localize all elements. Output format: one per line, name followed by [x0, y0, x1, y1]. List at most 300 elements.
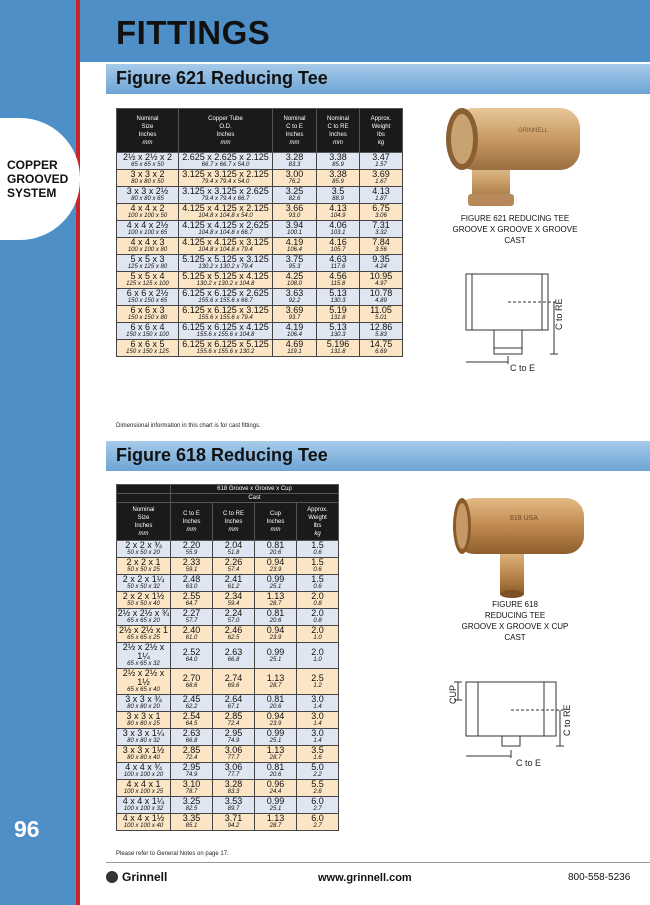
- table-cell: [213, 643, 255, 669]
- column-header-line: C to E: [183, 510, 200, 517]
- cell-inches: 3.125 x 3.125 x 2.125: [182, 169, 269, 179]
- page-number: 96: [14, 816, 40, 842]
- column-header-line: Nominal: [132, 506, 155, 513]
- cell-inches: 3.25: [285, 186, 304, 196]
- cell-inches: 0.81: [266, 608, 285, 618]
- cell-metric: 57.0: [227, 618, 240, 624]
- cell-inches: 3.38: [329, 152, 347, 162]
- table-cell: [255, 626, 297, 643]
- table-note-621: Dimensional information in this chart is for cast fittings.: [116, 423, 261, 429]
- cell-metric: 1.4: [313, 738, 322, 744]
- table-cell: [171, 797, 213, 814]
- column-header-line: mm: [333, 139, 343, 146]
- column-header-line: lbs: [313, 522, 322, 529]
- section-title-621: Figure 621 Reducing Tee: [116, 68, 328, 88]
- table-cell: [117, 187, 179, 204]
- table-row: [117, 729, 339, 746]
- page-title: FITTINGS: [116, 14, 271, 51]
- cell-inches: 3.35: [182, 813, 201, 823]
- cell-metric: 150 x 150 x 100: [126, 332, 169, 338]
- brand-logo: Grinnell: [122, 870, 168, 884]
- cell-inches: 0.99: [266, 646, 285, 657]
- caption-line: CAST: [504, 633, 526, 642]
- table-row: [117, 558, 339, 575]
- table-note-618: Please refer to General Notes on page 17.: [116, 851, 229, 857]
- table-row: [117, 323, 403, 340]
- cell-inches: 6.125 x 6.125 x 2.625: [182, 288, 269, 298]
- cell-inches: 5.125 x 5.125 x 3.125: [182, 254, 269, 264]
- caption-618: [440, 599, 590, 643]
- cell-metric: 50 x 50 x 32: [127, 584, 160, 590]
- table-cell: [117, 695, 171, 712]
- cell-metric: 95.3: [288, 264, 301, 270]
- table-cell: [360, 204, 403, 221]
- table-cell: [213, 541, 255, 558]
- cell-inches: 2.0: [311, 625, 324, 635]
- cell-inches: 3.75: [285, 254, 304, 264]
- table-cell: [117, 541, 171, 558]
- table-row: [117, 797, 339, 814]
- cell-metric: 4.97: [375, 281, 387, 287]
- cell-inches: 3.25: [182, 796, 201, 806]
- cell-inches: 0.94: [266, 625, 285, 635]
- cell-inches: 2 x 2 x 1: [126, 557, 161, 567]
- table-cell: [171, 763, 213, 780]
- cell-metric: 62.2: [185, 704, 198, 710]
- table-cell: [317, 170, 360, 187]
- cell-metric: 3.56: [375, 247, 387, 253]
- cell-inches: 3.71: [224, 813, 243, 823]
- cell-metric: 104.8 x 104.8 x 66.7: [198, 230, 253, 236]
- system-tab-label: [7, 158, 68, 200]
- table-cell: [360, 170, 403, 187]
- cell-inches: 4.69: [285, 339, 304, 349]
- red-accent-line: [76, 0, 80, 905]
- cell-inches: 4.16: [329, 237, 347, 247]
- cell-inches: 0.96: [266, 779, 285, 789]
- table-cell: [255, 541, 297, 558]
- cell-metric: 23.9: [269, 567, 282, 573]
- table-cell: [255, 695, 297, 712]
- table-cell: [213, 558, 255, 575]
- cell-inches: 2.0: [311, 608, 324, 618]
- table-cell: [117, 306, 179, 323]
- column-header-line: mm: [138, 530, 149, 537]
- table-cell: [297, 712, 339, 729]
- column-header-line: Inches: [285, 131, 304, 138]
- cell-metric: 100 x 100 x 25: [123, 789, 164, 795]
- cell-metric: 1.4: [313, 704, 322, 710]
- cell-metric: 106.4: [286, 332, 302, 338]
- cell-metric: 25.1: [269, 656, 282, 663]
- table-cell: [117, 763, 171, 780]
- cell-metric: 130.2 x 130.2 x 104.8: [196, 281, 255, 287]
- cell-metric: 74.9: [227, 738, 240, 744]
- table-cell: [317, 340, 360, 357]
- column-header-line: Size: [137, 514, 150, 521]
- table-cell: [273, 255, 317, 272]
- column-header-line: Nominal: [326, 115, 349, 122]
- table-618: [116, 484, 339, 831]
- cell-metric: 57.7: [185, 618, 198, 624]
- table-cell: [317, 306, 360, 323]
- table-cell: [255, 763, 297, 780]
- table-cell: [213, 575, 255, 592]
- website-link[interactable]: www.grinnell.com: [318, 872, 412, 884]
- cell-metric: 82.6: [288, 196, 301, 202]
- cell-inches: 2.48: [182, 574, 201, 584]
- column-header-line: Inches: [329, 131, 347, 138]
- dim-cup-618: CUP: [448, 684, 458, 704]
- table-cell: [117, 153, 179, 170]
- table-row: [117, 746, 339, 763]
- cell-metric: 2.2: [313, 772, 322, 778]
- table-row: [117, 187, 403, 204]
- cell-inches: 3.28: [285, 152, 304, 162]
- cell-inches: 4 x 4 x 1¼: [122, 796, 165, 806]
- table-cell: [117, 729, 171, 746]
- cell-metric: 66.7 x 66.7 x 54.0: [201, 162, 250, 168]
- cell-metric: 78.7: [185, 789, 198, 795]
- table-row: [117, 153, 403, 170]
- cell-metric: 94.2: [227, 823, 240, 829]
- cell-metric: 100 x 100 x 65: [127, 230, 168, 236]
- table-cell: [171, 626, 213, 643]
- cell-inches: 5.13: [329, 322, 347, 332]
- cell-metric: 85.9: [332, 162, 344, 168]
- cell-metric: 20.6: [269, 550, 282, 556]
- table-row: [117, 340, 403, 357]
- sub-header: Cast: [171, 494, 339, 503]
- column-header: [273, 109, 317, 153]
- cell-inches: 2.46: [224, 625, 243, 635]
- cell-metric: 64.7: [185, 601, 198, 607]
- cell-metric: 150 x 150 x 65: [127, 298, 168, 304]
- table-row: [117, 592, 339, 609]
- table-cell: [171, 695, 213, 712]
- table-cell: [317, 289, 360, 306]
- cell-inches: 6.0: [311, 813, 324, 823]
- table-sub-header-row: [117, 494, 339, 503]
- cell-metric: 61.0: [185, 635, 198, 641]
- cell-inches: 5 x 5 x 4: [130, 271, 165, 281]
- tee-618-drawing: [446, 670, 586, 775]
- cell-metric: 77.7: [227, 772, 240, 778]
- table-row: [117, 780, 339, 797]
- table-cell: [255, 712, 297, 729]
- table-cell: [179, 221, 273, 238]
- table-row: [117, 814, 339, 831]
- column-header-line: O.D.: [219, 123, 232, 130]
- cell-inches: 4 x 4 x 3: [130, 237, 165, 247]
- table-row: [117, 306, 403, 323]
- table-cell: [297, 763, 339, 780]
- cell-inches: 2.26: [224, 557, 243, 567]
- cell-metric: 72.4: [185, 755, 198, 761]
- table-cell: [255, 575, 297, 592]
- table-cell: [117, 170, 179, 187]
- cell-metric: 100 x 100 x 40: [123, 823, 164, 829]
- table-cell: [317, 187, 360, 204]
- cell-inches: 5.125 x 5.125 x 4.125: [182, 271, 269, 281]
- cell-inches: 6 x 6 x 2½: [126, 288, 169, 298]
- cell-metric: 28.7: [269, 682, 282, 689]
- cell-metric: 155.6 x 155.6 x 66.7: [198, 298, 253, 304]
- table-cell: [171, 814, 213, 831]
- cell-metric: 80 x 80 x 40: [127, 755, 160, 761]
- table-cell: [273, 238, 317, 255]
- cell-metric: 85.9: [332, 179, 344, 185]
- cell-inches: 4.19: [285, 237, 304, 247]
- cell-metric: 5.01: [375, 315, 387, 321]
- table-cell: [360, 238, 403, 255]
- cell-metric: 83.3: [227, 789, 240, 795]
- cell-metric: 80 x 80 x 20: [127, 704, 160, 710]
- cell-inches: 2.74: [224, 672, 243, 683]
- cell-inches: 2 x 2 x 1½: [122, 591, 165, 601]
- table-cell: [317, 238, 360, 255]
- table-row: [117, 170, 403, 187]
- table-cell: [273, 289, 317, 306]
- table-row: [117, 712, 339, 729]
- cell-metric: 1.67: [375, 179, 387, 185]
- cell-metric: 85.1: [185, 823, 198, 829]
- cell-inches: 2.27: [182, 608, 201, 618]
- cell-inches: 2.34: [224, 591, 243, 601]
- table-cell: [360, 255, 403, 272]
- column-header-line: Approx.: [307, 506, 328, 513]
- caption-line: GROOVE X GROOVE X CUP: [461, 622, 569, 631]
- cell-metric: 1.0: [313, 656, 322, 663]
- section-header-621: [106, 64, 650, 94]
- table-cell: [297, 592, 339, 609]
- tab-line: GROOVED: [7, 172, 69, 186]
- table-cell: [213, 712, 255, 729]
- cell-inches: 2½ x 2½ x ¾: [117, 608, 170, 618]
- table-cell: [117, 669, 171, 695]
- cell-inches: 2½ x 2½ x 1¼: [122, 642, 165, 661]
- table-cell: [317, 323, 360, 340]
- cell-metric: 108.0: [286, 281, 302, 287]
- cell-metric: 2.6: [313, 789, 322, 795]
- cell-inches: 4 x 4 x 2: [130, 203, 165, 213]
- table-cell: [171, 746, 213, 763]
- cell-metric: 0.8: [313, 618, 322, 624]
- table-cell: [213, 592, 255, 609]
- column-header-line: Approx.: [370, 115, 392, 122]
- table-cell: [171, 575, 213, 592]
- cell-inches: 6 x 6 x 4: [130, 322, 165, 332]
- cell-inches: 0.94: [266, 711, 285, 721]
- section-title-618: Figure 618 Reducing Tee: [116, 445, 328, 465]
- cell-inches: 4.63: [329, 254, 347, 264]
- table-cell: [179, 272, 273, 289]
- table-cell: [360, 289, 403, 306]
- cell-metric: 66.8: [227, 656, 240, 663]
- cell-metric: 0.8: [313, 601, 322, 607]
- cell-inches: 10.78: [369, 288, 393, 298]
- cell-metric: 100 x 100 x 32: [123, 806, 164, 812]
- cell-metric: 155.6 x 155.6 x 130.2: [196, 349, 255, 355]
- cell-inches: 2.95: [224, 728, 243, 738]
- table-cell: [297, 643, 339, 669]
- cell-inches: 2.41: [224, 574, 243, 584]
- table-row: [117, 609, 339, 626]
- cell-inches: 1.5: [311, 574, 324, 584]
- table-cell: [297, 541, 339, 558]
- table-cell: [179, 289, 273, 306]
- cell-metric: 25.1: [269, 806, 282, 812]
- table-cell: [179, 187, 273, 204]
- cell-inches: 5.13: [329, 288, 347, 298]
- tab-line: SYSTEM: [7, 186, 57, 200]
- column-header-line: mm: [186, 526, 197, 533]
- cell-inches: 4.13: [372, 186, 390, 196]
- column-header-line: mm: [220, 139, 231, 146]
- cell-metric: 93.7: [288, 315, 301, 321]
- column-header: [179, 109, 273, 153]
- cell-metric: 61.2: [227, 584, 240, 590]
- column-header-line: C to RE: [222, 510, 244, 517]
- column-header: [255, 503, 297, 541]
- table-row: [117, 541, 339, 558]
- cell-inches: 3.63: [285, 288, 304, 298]
- cell-inches: 4.125 x 4.125 x 2.125: [182, 203, 269, 213]
- cell-metric: 100 x 100 x 20: [123, 772, 164, 778]
- cell-metric: 100 x 100 x 80: [127, 247, 168, 253]
- column-header: [360, 109, 403, 153]
- cell-inches: 4 x 4 x ¾: [125, 762, 162, 772]
- table-row: [117, 272, 403, 289]
- cell-metric: 104.8 x 104.8 x 54.0: [198, 213, 253, 219]
- cell-metric: 80 x 80 x 50: [131, 179, 164, 185]
- table-row: [117, 695, 339, 712]
- table-row: [117, 669, 339, 695]
- cell-inches: 0.81: [266, 762, 285, 772]
- table-cell: [273, 221, 317, 238]
- table-cell: [255, 592, 297, 609]
- table-cell: [297, 558, 339, 575]
- cell-inches: 1.5: [311, 557, 324, 567]
- cell-inches: 0.99: [266, 574, 285, 584]
- table-header-row: [117, 503, 339, 541]
- cell-metric: 88.9: [332, 196, 344, 202]
- column-header: [213, 503, 255, 541]
- cell-inches: 2.0: [311, 591, 324, 601]
- table-cell: [273, 170, 317, 187]
- caption-line: CAST: [504, 236, 526, 245]
- cell-metric: 65 x 65 x 20: [127, 618, 160, 624]
- cell-inches: 1.13: [266, 591, 285, 601]
- cell-inches: 3.00: [285, 169, 304, 179]
- column-header-line: mm: [142, 139, 153, 146]
- cell-inches: 4 x 4 x 1½: [122, 813, 165, 823]
- table-cell: [171, 712, 213, 729]
- column-header-line: Copper Tube: [208, 115, 243, 122]
- table-cell: [273, 306, 317, 323]
- cell-inches: 6 x 6 x 5: [130, 339, 165, 349]
- cell-inches: 2.63: [182, 728, 201, 738]
- cell-metric: 24.4: [269, 789, 282, 795]
- table-cell: [317, 272, 360, 289]
- cell-inches: 3.53: [224, 796, 243, 806]
- cell-metric: 125 x 125 x 100: [126, 281, 169, 287]
- cell-metric: 51.8: [227, 550, 240, 556]
- cell-inches: 1.13: [266, 813, 285, 823]
- cell-metric: 20.6: [269, 704, 282, 710]
- table-cell: [255, 780, 297, 797]
- cell-metric: 130.3: [330, 332, 346, 338]
- table-cell: [171, 609, 213, 626]
- cell-inches: 2 x 2 x 1¼: [122, 574, 165, 584]
- table-row: [117, 255, 403, 272]
- table-cell: [117, 575, 171, 592]
- table-cell: [213, 780, 255, 797]
- cell-metric: 130.2 x 130.2 x 79.4: [198, 264, 253, 270]
- caption-line: REDUCING TEE: [484, 611, 546, 620]
- table-cell: [360, 272, 403, 289]
- column-header-line: Size: [141, 123, 154, 130]
- table-cell: [117, 797, 171, 814]
- table-cell: [360, 153, 403, 170]
- cell-metric: 100.1: [286, 230, 302, 236]
- table-cell: [179, 170, 273, 187]
- table-cell: [117, 289, 179, 306]
- cell-inches: 2.20: [182, 540, 201, 550]
- cell-inches: 2.33: [182, 557, 201, 567]
- cell-metric: 4.24: [375, 264, 387, 270]
- cell-inches: 0.81: [266, 694, 285, 704]
- column-header-line: Nominal: [136, 115, 159, 122]
- cell-metric: 100 x 100 x 50: [127, 213, 168, 219]
- cell-metric: 1.0: [313, 635, 322, 641]
- table-cell: [297, 695, 339, 712]
- cell-metric: 155.6 x 155.6 x 104.8: [196, 332, 255, 338]
- cell-metric: 4.89: [375, 298, 387, 304]
- cell-inches: 12.86: [369, 322, 393, 332]
- table-cell: [273, 153, 317, 170]
- cell-inches: 0.99: [266, 728, 285, 738]
- cell-inches: 2.54: [182, 711, 201, 721]
- tee-618-photo: [450, 490, 590, 602]
- table-row: [117, 238, 403, 255]
- tee-621-photo: [440, 102, 590, 212]
- table-cell: [360, 187, 403, 204]
- cell-inches: 14.75: [369, 339, 393, 349]
- cell-inches: 3 x 3 x ¾: [125, 694, 162, 704]
- cell-metric: 117.6: [330, 264, 346, 270]
- cell-inches: 3.69: [285, 305, 304, 315]
- table-cell: [297, 780, 339, 797]
- cell-metric: 105.7: [330, 247, 346, 253]
- cell-metric: 80 x 80 x 32: [127, 738, 160, 744]
- cell-inches: 4 x 4 x 1: [126, 779, 161, 789]
- cell-inches: 2.52: [182, 646, 201, 657]
- column-header: [297, 503, 339, 541]
- table-cell: [179, 323, 273, 340]
- cell-metric: 1.2: [313, 682, 322, 689]
- table-cell: [297, 814, 339, 831]
- column-header-line: Inches: [216, 131, 235, 138]
- cell-inches: 3.69: [372, 169, 390, 179]
- cell-metric: 83.3: [288, 162, 301, 168]
- cell-metric: 0.6: [313, 584, 322, 590]
- table-cell: [117, 204, 179, 221]
- cell-metric: 1.6: [313, 755, 322, 761]
- table-cell: [255, 669, 297, 695]
- table-cell: [179, 153, 273, 170]
- table-cell: [213, 814, 255, 831]
